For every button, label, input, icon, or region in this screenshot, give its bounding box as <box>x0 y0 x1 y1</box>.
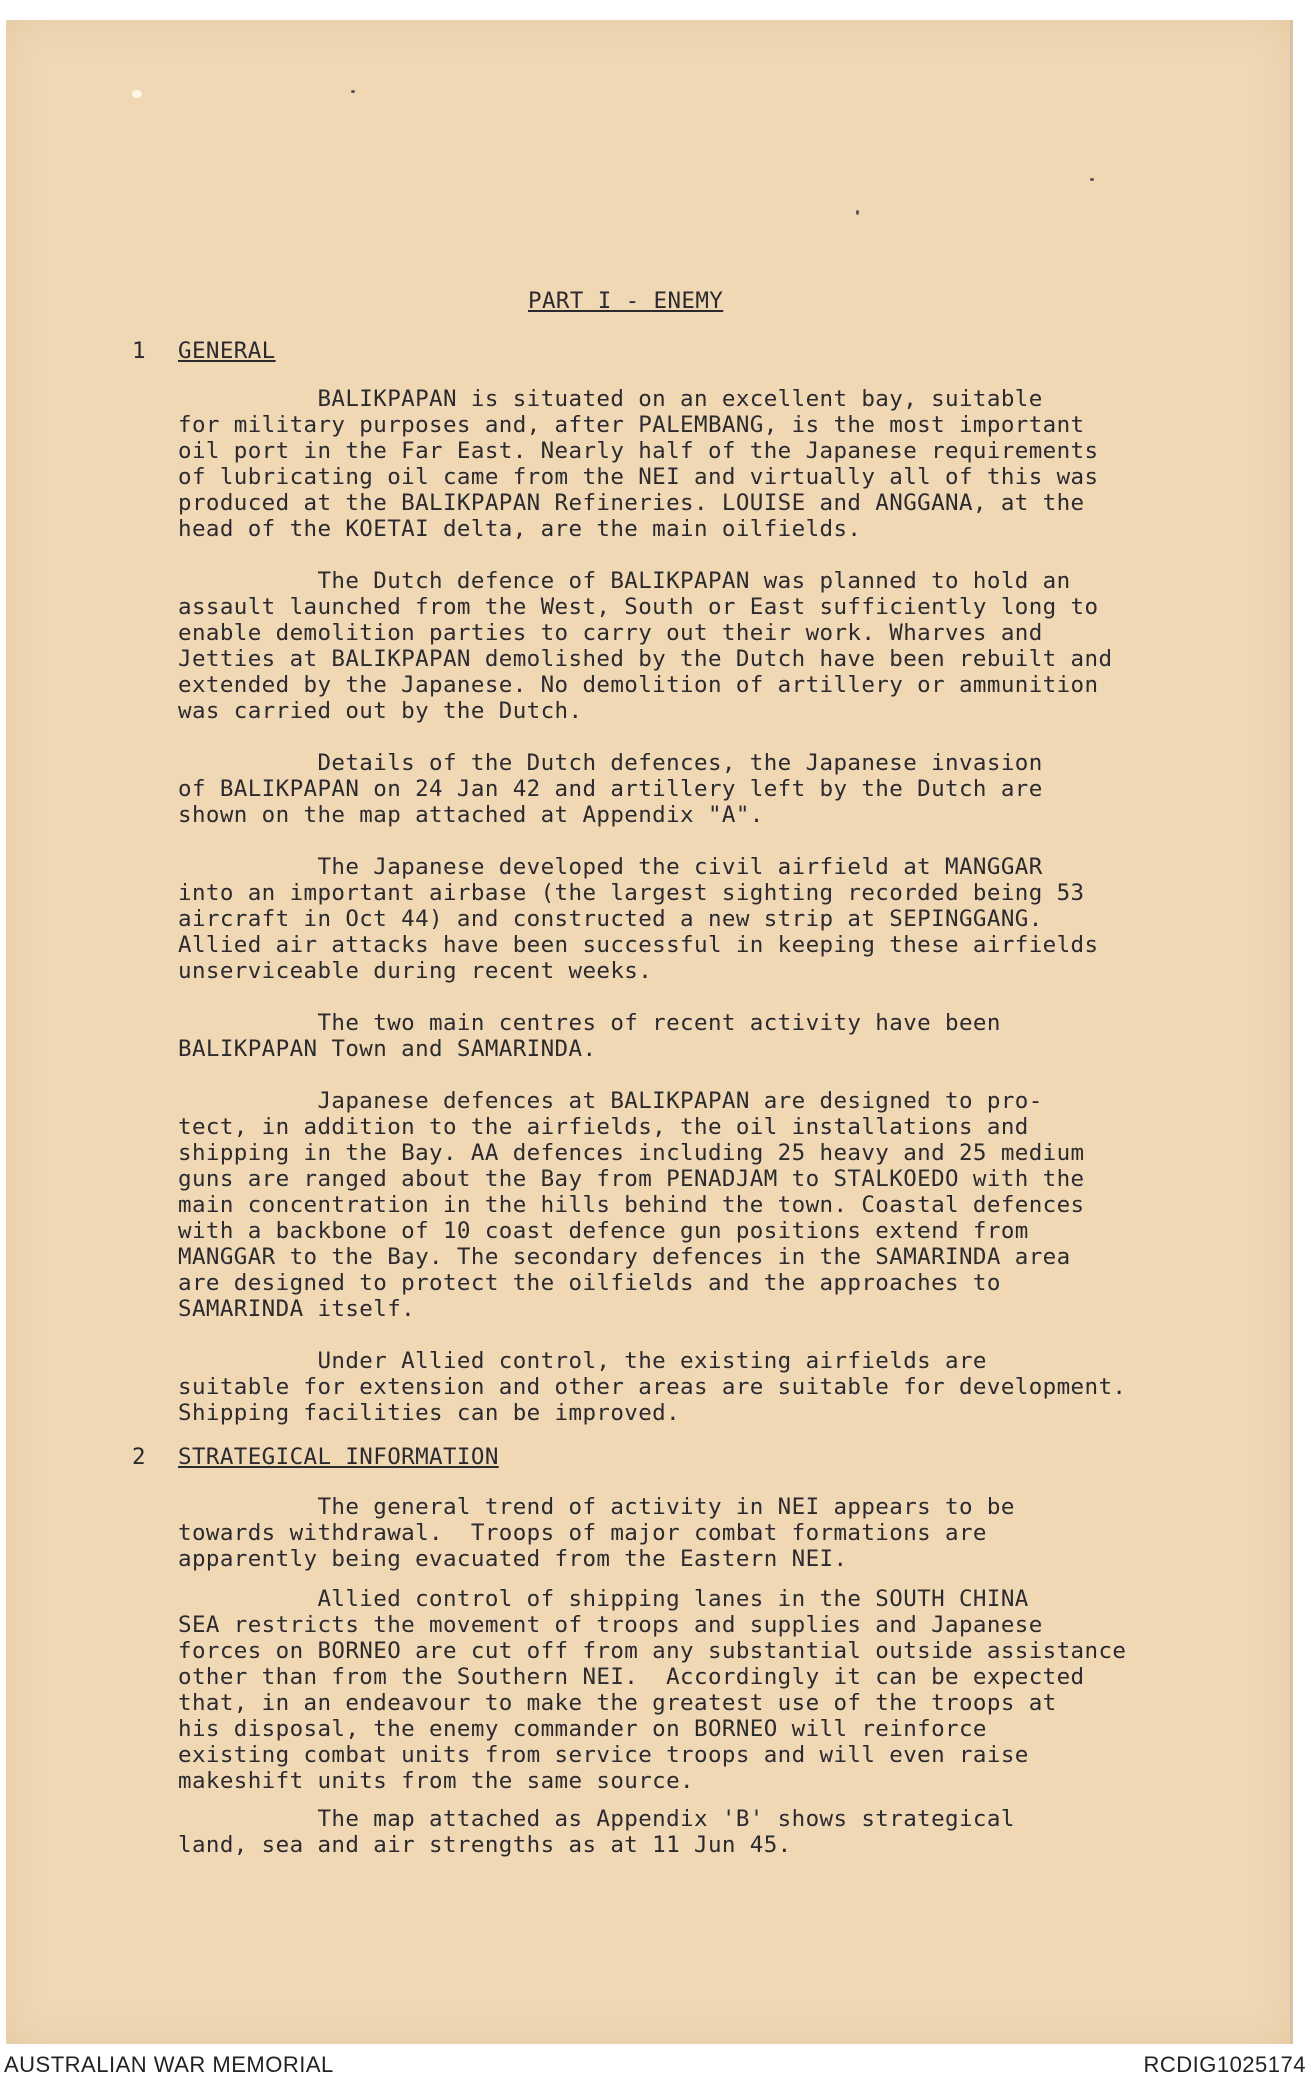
paragraph: The Japanese developed the civil airfield at MANGGAR into an important airbase (the largest sighting recorded being 53 aircraft in Oct 44) and constructed a new strip at SEPINGGANG. Allied air attacks have been successful in keeping these airfields unserviceable during recent weeks. <box>178 854 1099 984</box>
paragraph: Allied control of shipping lanes in the SOUTH CHINA SEA restricts the movement of troops and supplies and Japanese forces on BORNEO are cut off from any substantial outside assistance other than from the Southern NEI. Accordingly it can be expected that, in an endeavour to make the greatest use of the troops at his disposal, the enemy commander on BORNEO will reinforce existing combat units from service troops and will even raise makeshift units from the same source. <box>178 1586 1127 1794</box>
ink-speck <box>351 90 355 93</box>
ink-speck <box>1090 178 1094 181</box>
section-heading: GENERAL <box>178 338 276 364</box>
paper-blemish <box>132 90 142 98</box>
paragraph: The general trend of activity in NEI appears to be towards withdrawal. Troops of major combat formations are apparently being evacuated from the Eastern NEI. <box>178 1494 1015 1572</box>
page-title: PART I - ENEMY <box>528 288 724 314</box>
footer-archive-name: AUSTRALIAN WAR MEMORIAL <box>4 2052 334 2077</box>
paragraph: Details of the Dutch defences, the Japanese invasion of BALIKPAPAN on 24 Jan 42 and artillery left by the Dutch are shown on the map attached at Appendix "A". <box>178 750 1043 828</box>
footer-record-id: RCDIG1025174 <box>1143 2052 1306 2077</box>
section-number: 1 <box>132 338 146 364</box>
paragraph: The Dutch defence of BALIKPAPAN was planned to hold an assault launched from the West, South or East sufficiently long to enable demolition parties to carry out their work. Wharves and Jetties at BALIKPAPAN demolished by the Dutch have been rebuilt and extended by the Japanese. No demolition of artillery or ammunition was carried out by the Dutch. <box>178 568 1113 724</box>
paragraph: The map attached as Appendix 'B' shows strategical land, sea and air strengths as at 11 Jun 45. <box>178 1806 1015 1858</box>
paragraph: Under Allied control, the existing airfields are suitable for extension and other areas are suitable for development. Shipping facilities can be improved. <box>178 1348 1127 1426</box>
section-heading: STRATEGICAL INFORMATION <box>178 1444 499 1470</box>
paragraph: BALIKPAPAN is situated on an excellent bay, suitable for military purposes and, after PALEMBANG, is the most important oil port in the Far East. Nearly half of the Japanese requirements of lubricating oil came from the NEI and virtually all of this was produced at the BALIKPAPAN Refineries. LOUISE and ANGGANA, at the head of the KOETAI delta, are the main oilfields. <box>178 386 1099 542</box>
paragraph: Japanese defences at BALIKPAPAN are designed to pro- tect, in addition to the airfields, the oil installations and shipping in the Bay. AA defences including 25 heavy and 25 medium guns are ranged about the Bay from PENADJAM to STALKOEDO with the main concentration in the hills behind the town. Coastal defences with a backbone of 10 coast defence gun positions extend from MANGGAR to the Bay. The secondary defences in the SAMARINDA area are designed to protect the oilfields and the approaches to SAMARINDA itself. <box>178 1088 1085 1322</box>
document-page <box>6 20 1293 2044</box>
ink-speck <box>856 210 859 215</box>
paragraph: The two main centres of recent activity have been BALIKPAPAN Town and SAMARINDA. <box>178 1010 1001 1062</box>
section-number: 2 <box>132 1444 146 1470</box>
